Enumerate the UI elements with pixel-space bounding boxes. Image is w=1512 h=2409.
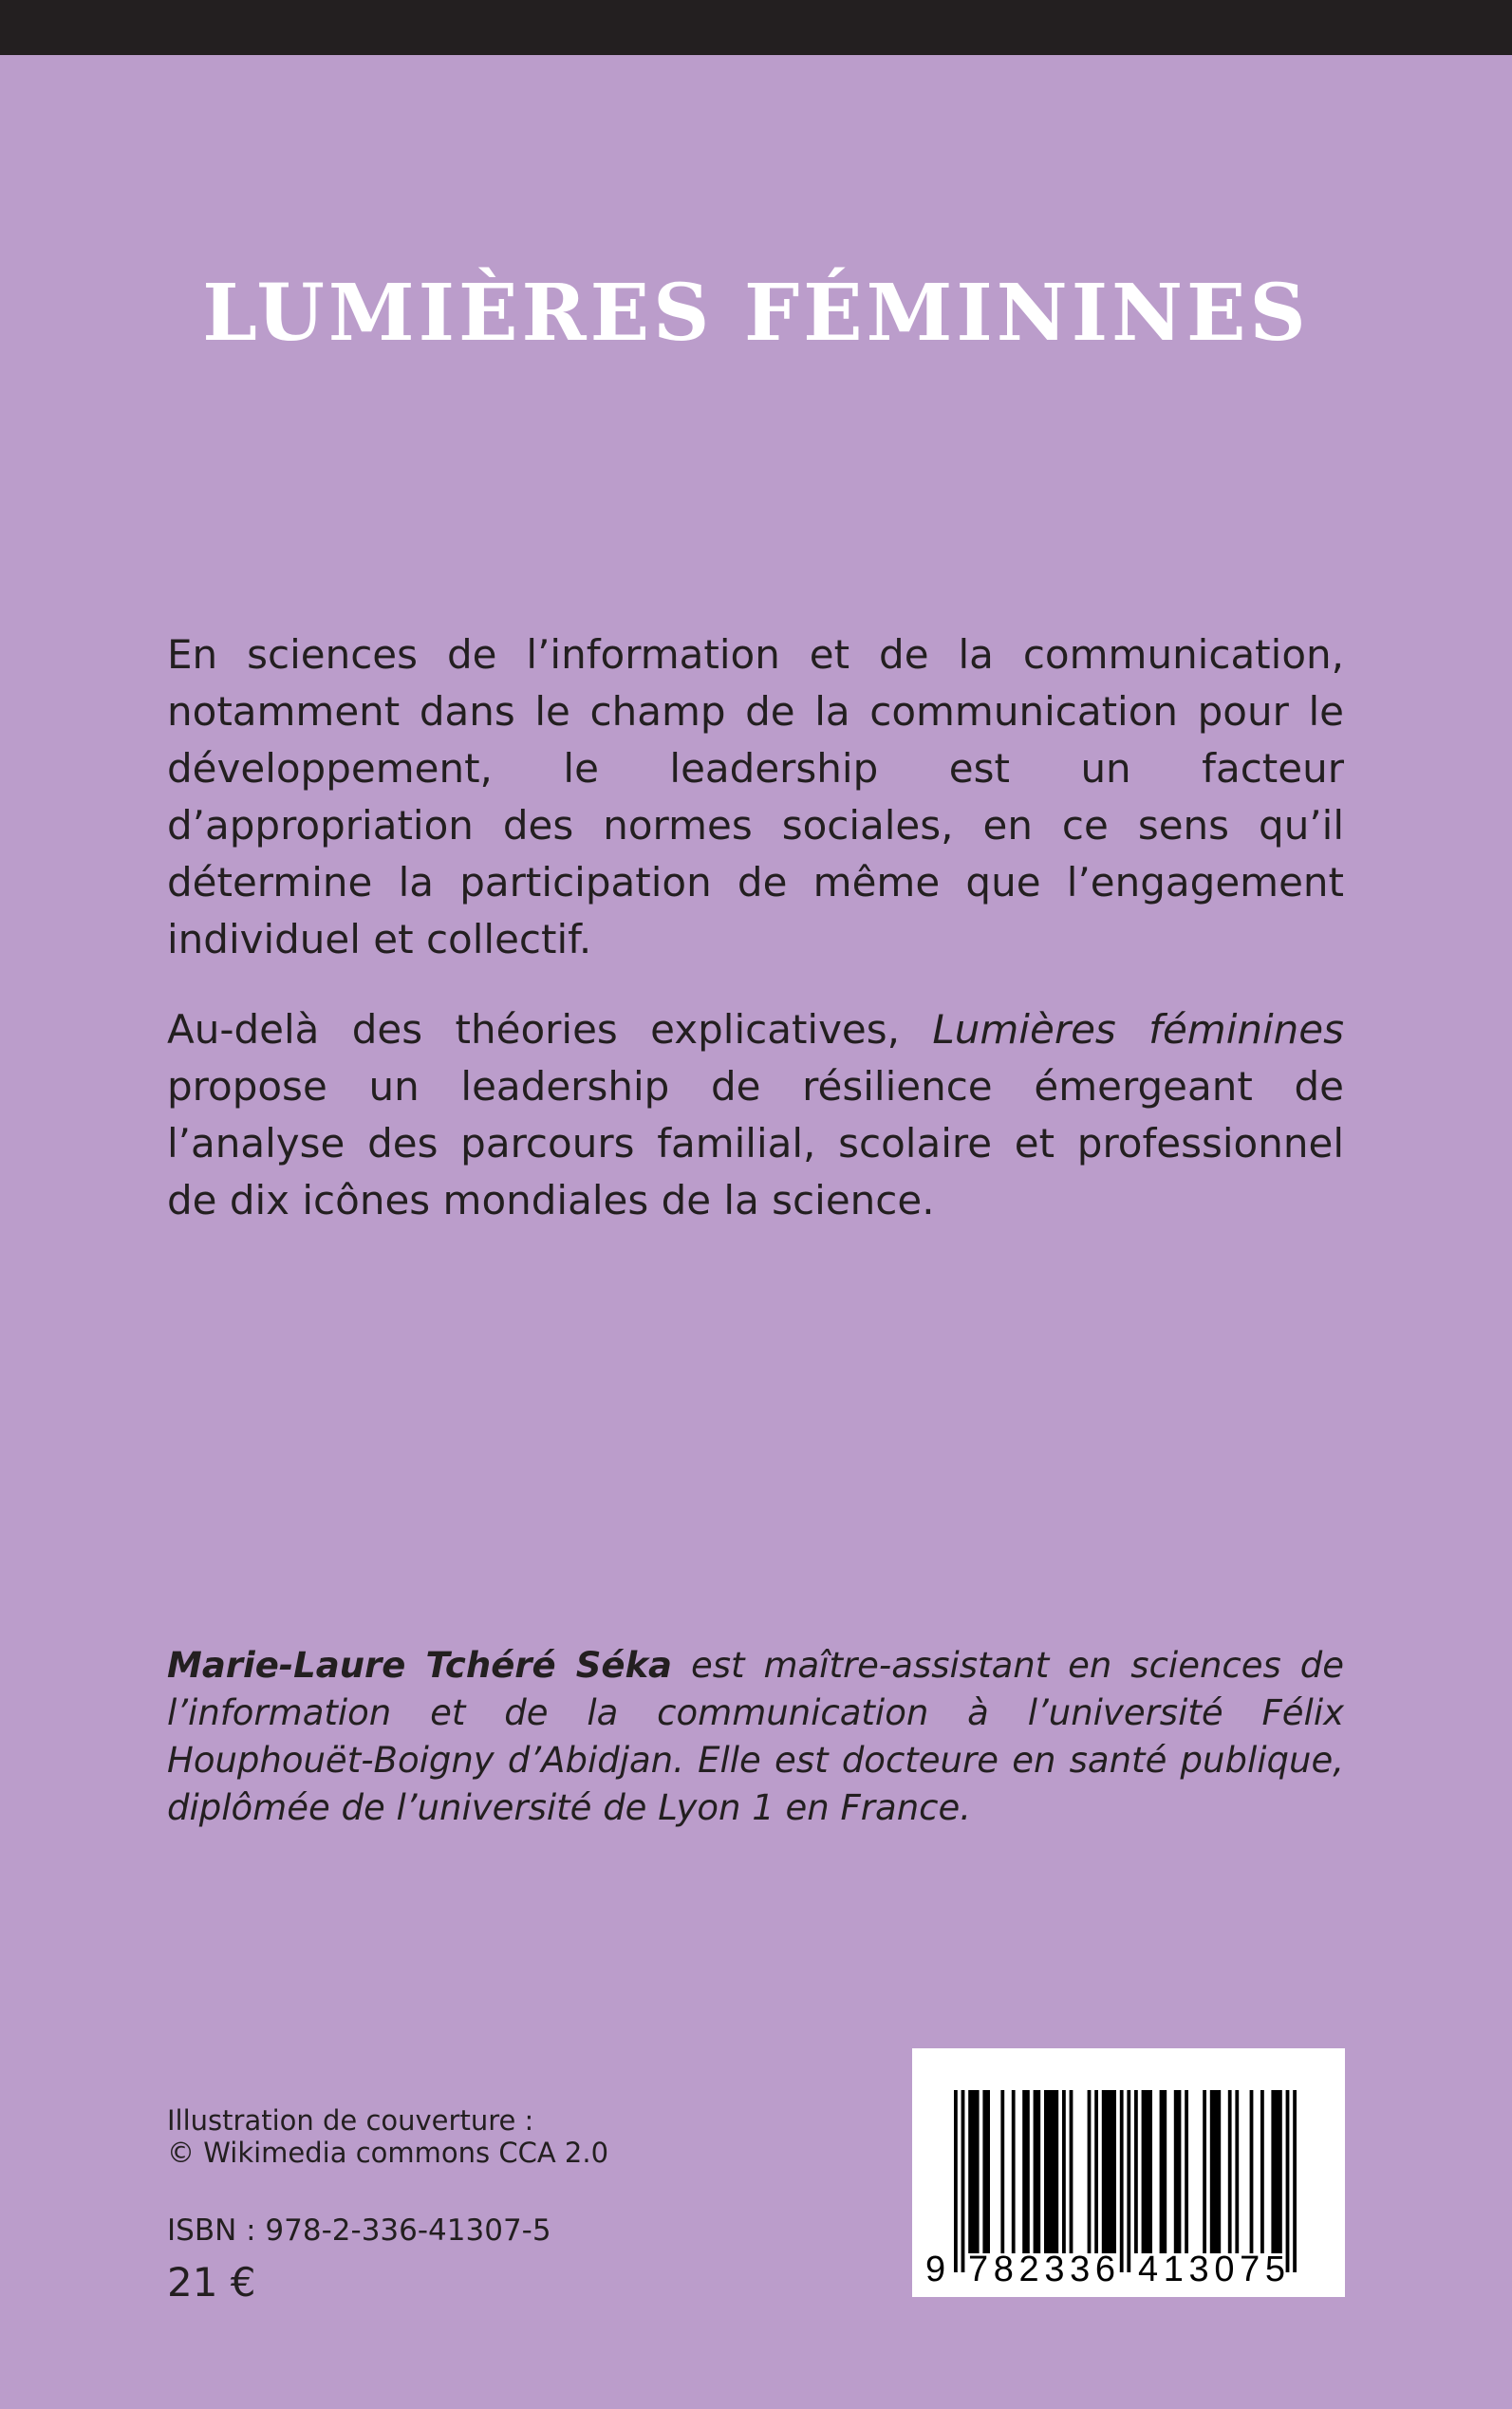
barcode-guard-bar (1127, 2090, 1130, 2272)
barcode-bar (982, 2090, 990, 2253)
barcode-bar (968, 2090, 979, 2253)
isbn: ISBN : 978-2-336-41307-5 (167, 2213, 551, 2248)
barcode-guard-bar (961, 2090, 965, 2272)
barcode-bar (1142, 2090, 1152, 2253)
barcode-bar (1185, 2090, 1188, 2253)
cover-credit (167, 2104, 608, 2169)
cover-credit-line-2: © Wikimedia commons CCA 2.0 (167, 2137, 609, 2169)
barcode-left-digits: 782336 (968, 2250, 1115, 2289)
price: 21 € (167, 2259, 256, 2306)
top-bar (0, 0, 1512, 55)
barcode-bar (1000, 2090, 1004, 2253)
summary-paragraph-2 (167, 1001, 1344, 1229)
author-name: Marie-Laure Tchéré Séka (167, 1645, 673, 1686)
barcode-bar (1134, 2090, 1138, 2253)
barcode-bar (1228, 2090, 1232, 2253)
barcode-guard-bar (1286, 2090, 1290, 2272)
cover-credit-line-1: Illustration de couverture : (167, 2104, 534, 2137)
barcode-bar (1160, 2090, 1167, 2253)
barcode-guard-bar (1293, 2090, 1297, 2272)
barcode-first-digit: 9 (925, 2250, 946, 2289)
barcode-bars (954, 2090, 1297, 2272)
barcode-right-digits: 413075 (1138, 2250, 1285, 2289)
barcode-bar (1271, 2090, 1281, 2253)
barcode-bar (1012, 2090, 1016, 2253)
barcode-bar (1094, 2090, 1098, 2253)
barcode-bar (1022, 2090, 1030, 2253)
barcode-bar (1044, 2090, 1058, 2253)
barcode-bar (1034, 2090, 1041, 2253)
barcode-bar (1210, 2090, 1221, 2253)
barcode-bar (1062, 2090, 1066, 2253)
barcode-panel (912, 2048, 1345, 2297)
barcode-guard-bar (954, 2090, 958, 2272)
barcode-guard-bar (1120, 2090, 1124, 2272)
author-bio-text: est maître-assistant en sciences de l’information et de la communication à l’université Félix Houphouët-Boigny d’Abidjan. Elle est docteure en santé publique, diplômée de l’université de Lyon 1 en France. (167, 1645, 1344, 1828)
author-bio (167, 1642, 1344, 1832)
barcode-bar (1102, 2090, 1116, 2253)
barcode-bar (1235, 2090, 1239, 2253)
barcode-bar (1260, 2090, 1264, 2253)
book-title: LUMIÈRES FÉMININES (202, 268, 1310, 359)
summary-paragraph-2-end: propose un leadership de résilience émergeant de l’analyse des parcours familial, scolaire et professionnel de dix icônes mondiales de la science. (167, 1063, 1344, 1223)
barcode-bar (1088, 2090, 1092, 2253)
summary-paragraph-1: En sciences de l’information et de la communication, notamment dans le champ de la communication pour le développement, le leadership est un facteur d’appropriation des normes sociales, en ce sens qu’il détermine la participation de même que l’engagement individuel et collectif. (167, 631, 1344, 962)
summary-paragraph-2-start: Au-delà des théories explicatives, (167, 1006, 933, 1053)
barcode (912, 2048, 1345, 2297)
barcode-bar (1203, 2090, 1206, 2253)
barcode-bar (1174, 2090, 1182, 2253)
book-title-italic: Lumières féminines (932, 1006, 1345, 1053)
barcode-bar (1070, 2090, 1073, 2253)
barcode-bar (1250, 2090, 1254, 2253)
